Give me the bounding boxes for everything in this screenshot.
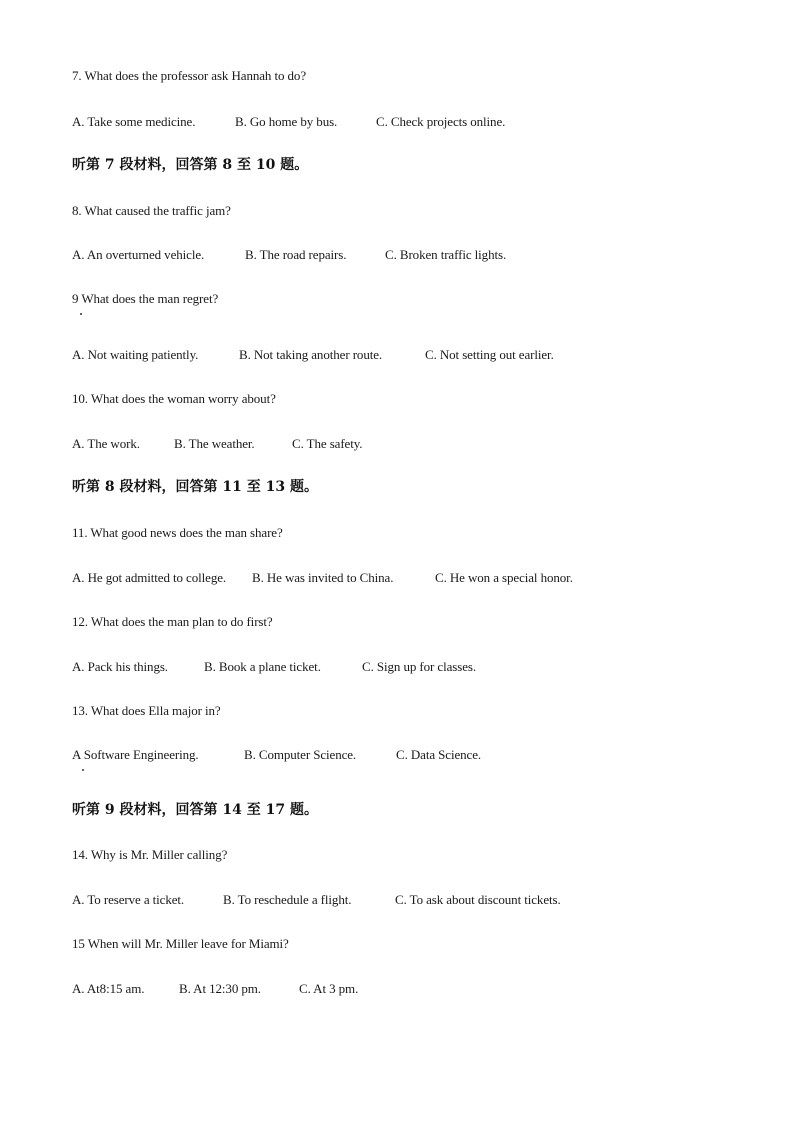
options-11 [72, 570, 573, 586]
section-heading-8: 听第 8 段材料，回答第 11 至 13 题。 [72, 479, 318, 495]
question-7: 7. What does the professor ask Hannah to do? [72, 68, 306, 83]
option-13b: B. Computer Science. [244, 747, 357, 762]
options-15 [72, 981, 358, 997]
option-7c: C. Check projects online. [376, 114, 506, 129]
option-9c: C. Not setting out earlier. [425, 347, 554, 362]
question-15: 15 When will Mr. Miller leave for Miami? [72, 936, 289, 951]
option-8c: C. Broken traffic lights. [385, 247, 507, 262]
options-10 [72, 436, 362, 452]
options-13 [72, 747, 481, 763]
question-13: 13. What does Ella major in? [72, 703, 221, 718]
option-10b: B. The weather. [174, 436, 255, 451]
option-14c: C. To ask about discount tickets. [395, 892, 561, 907]
question-11: 11. What good news does the man share? [72, 525, 283, 540]
option-14b: B. To reschedule a flight. [223, 892, 352, 907]
option-15c: C. At 3 pm. [299, 981, 359, 996]
options-8 [72, 247, 506, 263]
option-15b: B. At 12:30 pm. [179, 981, 261, 996]
options-9 [72, 347, 554, 363]
option-11a: A. He got admitted to college. [72, 570, 227, 585]
options-14 [72, 892, 561, 908]
question-9: 9 What does the man regret? [72, 291, 219, 306]
option-13c: C. Data Science. [396, 747, 482, 762]
question-10: 10. What does the woman worry about? [72, 391, 276, 406]
option-7b: B. Go home by bus. [235, 114, 338, 129]
option-12c: C. Sign up for classes. [362, 659, 476, 674]
option-15a: A. At8:15 am. [72, 981, 145, 996]
options-7 [72, 114, 505, 130]
section-heading-7: 听第 7 段材料，回答第 8 至 10 题。 [72, 157, 309, 173]
option-11c: C. He won a special honor. [435, 570, 573, 585]
option-8a: A. An overturned vehicle. [72, 247, 205, 262]
options-12 [72, 659, 476, 675]
question-12: 12. What does the man plan to do first? [72, 614, 273, 629]
stray-mark [80, 313, 82, 315]
option-9b: B. Not taking another route. [239, 347, 383, 362]
question-14: 14. Why is Mr. Miller calling? [72, 847, 228, 862]
stray-mark [82, 769, 84, 771]
option-11b: B. He was invited to China. [252, 570, 394, 585]
option-7a: A. Take some medicine. [72, 114, 196, 129]
option-9a: A. Not waiting patiently. [72, 347, 199, 362]
option-10a: A. The work. [72, 436, 140, 451]
option-12b: B. Book a plane ticket. [204, 659, 321, 674]
option-12a: A. Pack his things. [72, 659, 168, 674]
section-heading-9: 听第 9 段材料，回答第 14 至 17 题。 [72, 802, 318, 818]
option-8b: B. The road repairs. [245, 247, 347, 262]
question-8: 8. What caused the traffic jam? [72, 203, 231, 218]
option-10c: C. The safety. [292, 436, 363, 451]
option-14a: A. To reserve a ticket. [72, 892, 185, 907]
option-13a: A Software Engineering. [72, 747, 199, 762]
